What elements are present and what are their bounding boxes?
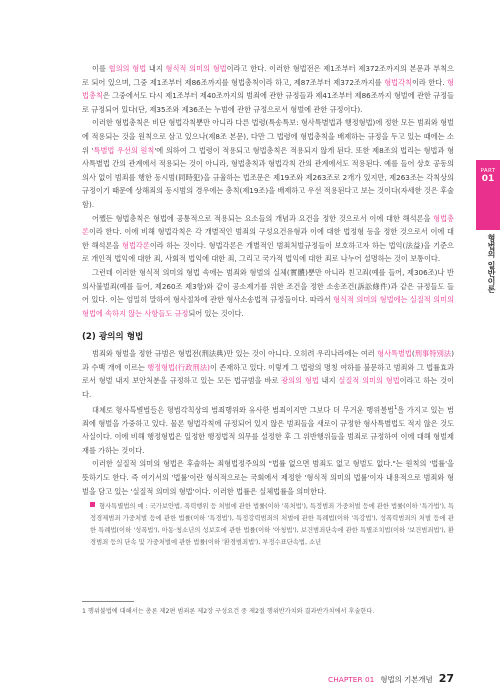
side-chapter-label: 형법의 일반이론 [487, 234, 496, 293]
highlight-term: 형식적 의미의 형법에는 실질적 의미의 형법에 속하지 않는 사항들도 규정 [82, 295, 454, 318]
text-run: 이라고 한다. 이러한 형법전은 제1조부터 제372조까지의 본문과 부칙으로 되어 있으며, 그중 제1조부터 제86조까지를 형법총칙이라 하고, 제87조부터 제372조까지를 [82, 64, 454, 87]
text-run: 이를 [92, 64, 109, 73]
text-run: '에 의하여 그 법령이 적용되고 형법총칙은 적용되지 않게 된다. 또한 제8조의 법리는 형법과 형사특별법 간의 관계에서 적용되는 것이 아니라, 형법총칙과 형법각칙 간의 관계에서도 적용된다. 예를 들어 상호 공동의 의사 없이 범죄를 행한 동시범(同時犯)을 규율하는 법조문은 제19조와 제263조로 2개가 있지만, 제263조는 각칙상의 규정이기 때문에 상해죄의 동시범의 경우에는 총칙(제19조)을 배제하고 우선 적용된다고 보는 것이다(자세한 것은 후술함). [82, 145, 454, 209]
highlight-term: 행정형법(行政刑法) [147, 362, 210, 372]
footer-chapter: CHAPTER 01 [328, 675, 375, 684]
footnote: 1 행위불법에 대해서는 총론 제2편 범죄론 제2장 구성요건 중 제2절 행위반가치와 결과반가치에서 후술한다. [82, 608, 375, 615]
part-tab [476, 160, 500, 230]
highlight-term: 刑事特別法 [414, 349, 452, 359]
highlight-term: 형법각론 [122, 240, 150, 250]
part-number: 01 [481, 174, 495, 184]
footer-title: 형법의 기본개념 [380, 675, 433, 684]
text-run: 되어 있는 것이다. [188, 308, 244, 318]
highlight-term: 협의의 형법 [108, 64, 147, 73]
paragraph [82, 402, 454, 458]
page-footer [0, 672, 454, 685]
highlight-term: 광의의 형법 [281, 376, 319, 386]
paragraph [82, 116, 454, 211]
note-text [90, 501, 454, 548]
highlight-term: 형법총칙 [82, 77, 454, 101]
text-run: )과 수백 개에 이르는 [82, 349, 454, 372]
text-run: 이라고 하는 것이다. [82, 376, 454, 400]
footnote-divider [82, 601, 134, 602]
text-run: 이 존재하고 있다. 이렇게 그 법령의 명칭 여하를 불문하고 범죄와 그 법률효과로서 형벌 내지 보안처분을 규정하고 있는 모든 법규범을 바로 [82, 362, 454, 386]
paragraph [82, 347, 454, 401]
note-body [90, 503, 454, 545]
note-box [82, 501, 454, 548]
highlight-term: 형법각칙 [384, 77, 412, 87]
text-run: 이라 하는 것이다. 형법각론은 개별적인 범죄처벌규정들이 보호하고자 하는 법익(法益)을 기준으로 개인적 법익에 대한 죄, 사회적 법익에 대한 죄, 그리고 국가적 법익에 대한 죄로 나누어 설명하는 것이 보통이다. [82, 240, 454, 264]
text-run: 어쨌든 형법총칙은 형법에 공통적으로 적용되는 요소들의 개념과 요건을 정한 것으로서 이에 대한 해석론을 [92, 213, 434, 223]
text-run: 이라 한다. [411, 77, 448, 87]
highlight-term: 형식적 의미의 형법 [165, 64, 227, 73]
paragraph [82, 212, 454, 266]
page-number: 27 [438, 672, 454, 685]
text-run: 형사특별법의 예 : 국가보안법, 폭력행위 등 처벌에 관한 법률(이하 '폭처법'), 특정범죄 가중처벌 등에 관한 법률(이하 '특가법'), 특정경제범죄 가중처벌 등에 관한 법률(이하 '특경법'), 특정강력범죄의 처벌에 관한 특례법(이하 '특강법'), 성폭력범죄의 처벌 등에 관한 특례법(이하 '성폭법'), 아동·청소년의 성보호에 관한 법률(이하 '아청법'), 보건범죄단속에 관한 특별조치법(이하 '보건범죄법'), 환경범죄 등의 단속 및 가중처벌에 관한 법률(이하 '환경범죄법'), 부정수표단속법, 소년 [90, 503, 454, 546]
text-run: 내지 [146, 64, 166, 73]
highlight-term: 특별법 우선의 원칙 [93, 145, 155, 155]
section-heading: (2) 광의의 형법 [82, 332, 144, 343]
text-run: 이라 한다. 이에 비해 형법각칙은 각 개별적인 범죄의 구성요건유형과 이에 대한 법정형 등을 정한 것으로서 이에 대한 해석론을 [82, 227, 454, 250]
text-run: 범죄와 형벌을 정한 규범은 형법전(刑法典)만 있는 것이 아니다. 오히려 우리나라에는 여러 [92, 349, 378, 359]
text-run: ( [411, 349, 415, 359]
paragraph [82, 62, 454, 116]
highlight-term: 형사특별법 [377, 349, 412, 359]
highlight-term: 형법총론 [82, 213, 454, 237]
text-run: 이러한 실질적 의미의 형법은 후술하는 죄형법정주의의 "법률 없으면 범죄도 없고 형벌도 없다."는 원칙의 '법률'을 뜻하기도 한다. 즉 여기서의 '법률'이란 형식적으로는 국회에서 제정한 '형식적 의미의 법률'이자 내용적으로 범죄와 형벌을 담고 있는 '실질적 의미의 형법'이다. 이러한 법률은 실체법률을 의미한다. [82, 459, 454, 496]
note-bullet-icon [90, 502, 95, 507]
paragraph [82, 266, 454, 320]
text-run: 내지 [318, 376, 339, 386]
part-label: PART [480, 168, 496, 174]
text-run: 1 [394, 404, 398, 411]
text-run: 을 가지고 있는 범죄에 형벌을 가중하고 있다. 물론 형법각칙에 규정되어 있지 않은 범죄들을 새로이 규정한 형사특별법도 적지 않은 것도 사실이다. 이에 비해 행정형법은 일정한 행정법적 의무를 설정한 후 그 위반행위들을 범죄로 규정하여 이에 대해 형벌제재를 가하는 것이다. [82, 405, 454, 455]
paragraph [82, 457, 454, 498]
text-run: 은 그중에서도 다시 제1조부터 제40조까지의 범죄에 관한 규정들과 제41조부터 제86조까지 형벌에 관한 규정들로 규정되어 있다(단, 제35조와 제36조는 누범에 관한 규정으로서 형벌에 관한 규정이다). [82, 91, 454, 114]
body-text [82, 62, 454, 548]
text-run: 그런데 이러한 형식적 의미의 형법 속에는 범죄와 형벌의 실체(實體)뿐만 아니라 친고죄(예를 들어, 제306조)나 반의사불벌죄(예를 들어, 제260조 제3항)와 같이 공소제기를 위한 조건을 정한 소송조건(訴訟條件)과 같은 규정들도 들어 있다. 이는 엄밀히 말하여 형사절차에 관한 형사소송법적 규정들이다. 따라서 [82, 267, 454, 305]
text-run: 이러한 형법총칙은 비단 형법각칙뿐만 아니라 다른 법령(특송특보: 형사특별법과 행정형법)에 정한 모든 범죄와 형벌에 적용되는 것을 원칙으로 삼고 있으나(제8조 본문), 다만 그 법령에 형법총칙을 배제하는 규정을 두고 있는 때에는 소위 ' [82, 118, 454, 155]
text-run: 대체로 형사특별법들은 형법각칙상의 범죄행위와 유사한 범죄이지만 그보다 더 무거운 행위불법 [92, 405, 395, 415]
highlight-term: 실질적 의미의 형법 [338, 376, 400, 386]
